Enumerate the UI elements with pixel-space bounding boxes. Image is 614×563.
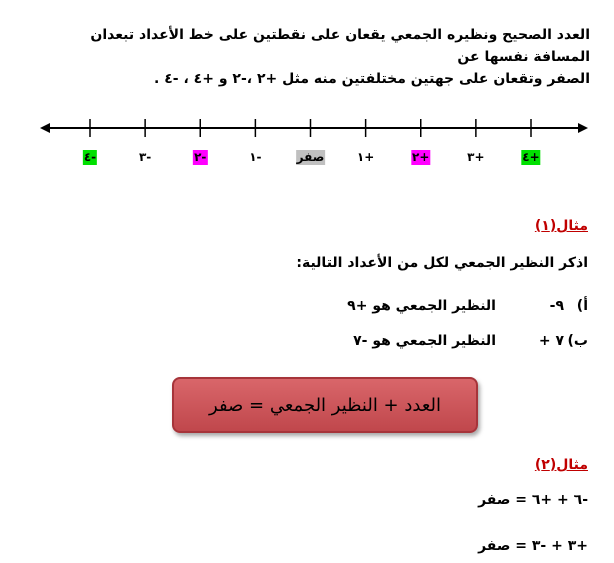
item-a-answer: النظير الجمعي هو +٩	[347, 298, 496, 314]
tick-label: +٤	[522, 150, 540, 164]
example-2-line-1: -٦ + +٦ = صفر	[478, 492, 588, 508]
tick-label: -٢	[194, 150, 207, 164]
intro-paragraph	[30, 24, 590, 90]
number-line	[0, 110, 614, 150]
right-arrow-icon	[578, 123, 588, 133]
item-b-number: + ٧	[538, 333, 564, 349]
intro-line-2: الصفر وتقعان على جهتين مختلفتين منه مثل +٢ ،-٢ و +٤ ، -٤ .	[154, 71, 590, 87]
item-b-letter: ب)	[567, 333, 588, 349]
left-arrow-icon	[40, 123, 50, 133]
intro-line-1: العدد الصحيح ونظيره الجمعي يقعان على نقطتين على خط الأعداد تبعدان المسافة نفسها عن	[90, 27, 590, 65]
tick-label: -٤	[83, 150, 97, 164]
example-1-heading: مثال(١)	[534, 218, 588, 234]
rule-box	[172, 377, 478, 433]
tick-label: -٣	[138, 150, 152, 164]
tick-label: -١	[249, 150, 262, 164]
tick-label: صفر	[296, 150, 325, 164]
example-1-prompt: اذكر النظير الجمعي لكل من الأعداد التالية:	[296, 255, 588, 271]
item-b-answer: النظير الجمعي هو -٧	[353, 333, 496, 349]
item-a-number: -٩	[549, 298, 564, 314]
tick-label: +٢	[412, 150, 430, 164]
item-a-letter: أ)	[576, 298, 588, 314]
tick-label: +٣	[467, 150, 485, 164]
example-2-heading: مثال(٢)	[534, 457, 588, 473]
tick-label: +١	[356, 150, 375, 164]
example-2-line-2: +٣ + -٣ = صفر	[478, 538, 588, 554]
rule-text: العدد + النظير الجمعي = صفر	[209, 394, 441, 416]
